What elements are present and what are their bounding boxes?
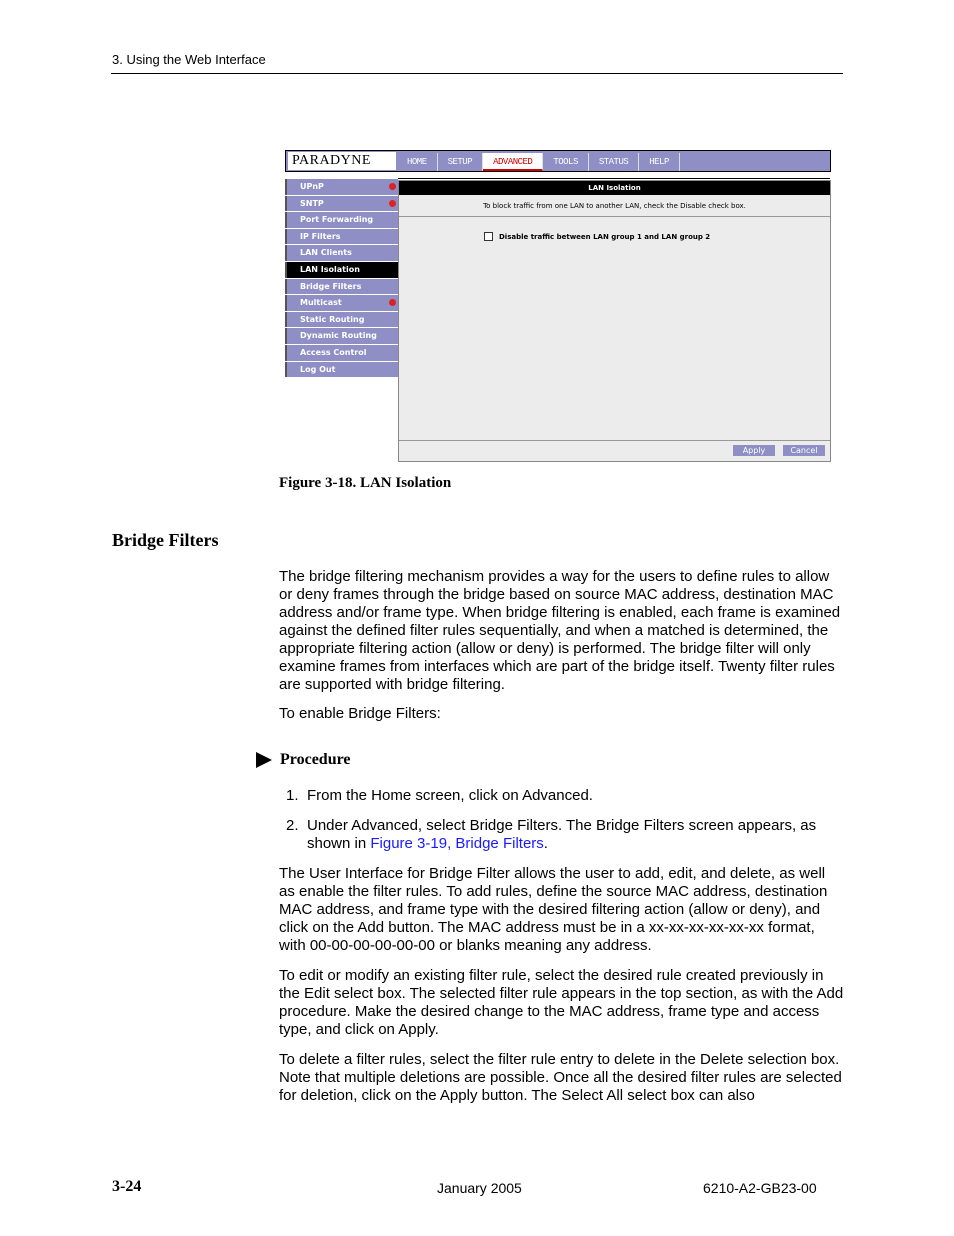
top-nav-bar [285, 150, 831, 172]
sidebar-item-upnp[interactable] [285, 179, 398, 195]
tab-advanced[interactable]: ADVANCED [483, 153, 543, 171]
step-text: Under Advanced, select Bridge Filters. The Bridge Filters screen appears, as shown in Figure 3-19, Bridge Filters. [307, 817, 817, 852]
paragraph-intro: The bridge filtering mechanism provides a way for the users to define rules to allow or deny frames through the bridge based on source MAC address, destination MAC address and/or frame type. When bridge filtering is enabled, each frame is examined against the defined filter rules sequentially, and when a matched is determined, the appropriate filtering action (allow or deny) is performed. The bridge filter will only examine frames from interfaces which are part of the bridge itself. Twenty filter rules are supported with bridge filtering. [279, 568, 841, 693]
footer-doc-id: 6210-A2-GB23-00 [703, 1180, 817, 1196]
tab-setup[interactable]: SETUP [438, 153, 484, 171]
sidebar-item-label: Access Control [300, 347, 367, 357]
footer-date: January 2005 [437, 1180, 522, 1196]
sidebar-item-label: Multicast [300, 298, 342, 308]
cancel-button[interactable]: Cancel [783, 445, 825, 456]
sidebar-item-static-routing[interactable] [285, 312, 398, 328]
sidebar-item-log-out[interactable] [285, 362, 398, 378]
procedure-heading [256, 751, 351, 769]
running-header: 3. Using the Web Interface [112, 52, 266, 67]
sidebar-item-label: Log Out [300, 364, 336, 374]
panel-footer-rule [399, 440, 830, 441]
page-number: 3-24 [112, 1178, 142, 1195]
step-text: From the Home screen, click on Advanced. [307, 787, 593, 804]
procedure-label: Procedure [280, 751, 351, 768]
panel-title: LAN Isolation [399, 181, 830, 195]
sidebar-item-label: IP Filters [300, 231, 341, 241]
disable-traffic-checkbox[interactable] [484, 232, 493, 241]
paragraph-enable: To enable Bridge Filters: [279, 705, 441, 722]
sidebar-item-label: Port Forwarding [300, 215, 374, 225]
sidebar-item-sntp[interactable] [285, 196, 398, 212]
sidebar-item-label: UPnP [300, 182, 324, 191]
sidebar-item-label: Bridge Filters [300, 281, 362, 291]
sidebar-item-ip-filters[interactable] [285, 229, 398, 245]
sidebar-item-multicast[interactable] [285, 295, 398, 311]
nav-tabs [397, 153, 680, 171]
figure-caption: Figure 3-18. LAN Isolation [279, 475, 452, 491]
paragraph-delete: To delete a filter rules, select the filter rule entry to delete in the Delete selection box. Note that multiple deletions are possible. Once all the desired filter rules are selected for deletion, click on the Apply button. The Select All select box can also [279, 1051, 842, 1104]
paragraph-edit: To edit or modify an existing filter rule, select the desired rule created previously in the Edit select box. The selected filter rule appears in the top section, as with the Add procedure. Make the desired change to the MAC address, frame type and access type, and click on Apply. [279, 967, 844, 1038]
apply-button[interactable]: Apply [733, 445, 775, 456]
content-panel [398, 180, 831, 462]
procedure-step-1 [286, 787, 844, 805]
alert-dot-icon [389, 183, 396, 190]
sidebar-item-label: Dynamic Routing [300, 331, 377, 341]
tab-home[interactable]: HOME [397, 153, 438, 171]
paradyne-logo: PARADYNE [288, 152, 396, 170]
section-heading: Bridge Filters [112, 530, 219, 550]
step-number: 1. [286, 787, 299, 804]
sidebar-item-label: SNTP [300, 198, 324, 208]
sidebar-item-label: LAN Clients [300, 248, 352, 258]
step-number: 2. [286, 817, 299, 834]
sidebar-item-access-control[interactable] [285, 345, 398, 361]
sidebar-item-port-forwarding[interactable] [285, 212, 398, 228]
disable-traffic-option[interactable] [484, 232, 710, 241]
sidebar-item-dynamic-routing[interactable] [285, 328, 398, 344]
panel-description: To block traffic from one LAN to another LAN, check the Disable check box. [399, 196, 830, 217]
sidebar-item-label: Static Routing [300, 314, 365, 324]
sidebar [285, 179, 398, 378]
tab-tools[interactable]: TOOLS [543, 153, 589, 171]
tab-underline [398, 172, 830, 179]
figure-link[interactable]: Figure 3-19, Bridge Filters [370, 835, 544, 852]
procedure-arrow-icon [256, 752, 272, 768]
paragraph-ui-description: The User Interface for Bridge Filter allows the user to add, edit, and delete, as well as enable the filter rules. To add rules, define the source MAC address, destination MAC address, and frame type with the desired filtering action (allow or deny), and click on the Add button. The MAC address must be in a xx-xx-xx-xx-xx-xx format, with 00-00-00-00-00-00 or blanks meaning any address. [279, 865, 828, 954]
sidebar-item-bridge-filters[interactable] [285, 279, 398, 295]
lan-isolation-screenshot [285, 150, 831, 462]
sidebar-item-label: LAN Isolation [300, 264, 360, 274]
header-rule [111, 73, 843, 74]
alert-dot-icon [389, 299, 396, 306]
checkbox-label: Disable traffic between LAN group 1 and LAN group 2 [499, 232, 711, 241]
tab-help[interactable]: HELP [639, 153, 680, 171]
sidebar-item-lan-clients[interactable] [285, 245, 398, 261]
alert-dot-icon [389, 200, 396, 207]
sidebar-item-lan-isolation[interactable] [285, 262, 398, 278]
procedure-step-2 [286, 817, 844, 853]
tab-status[interactable]: STATUS [589, 153, 639, 171]
